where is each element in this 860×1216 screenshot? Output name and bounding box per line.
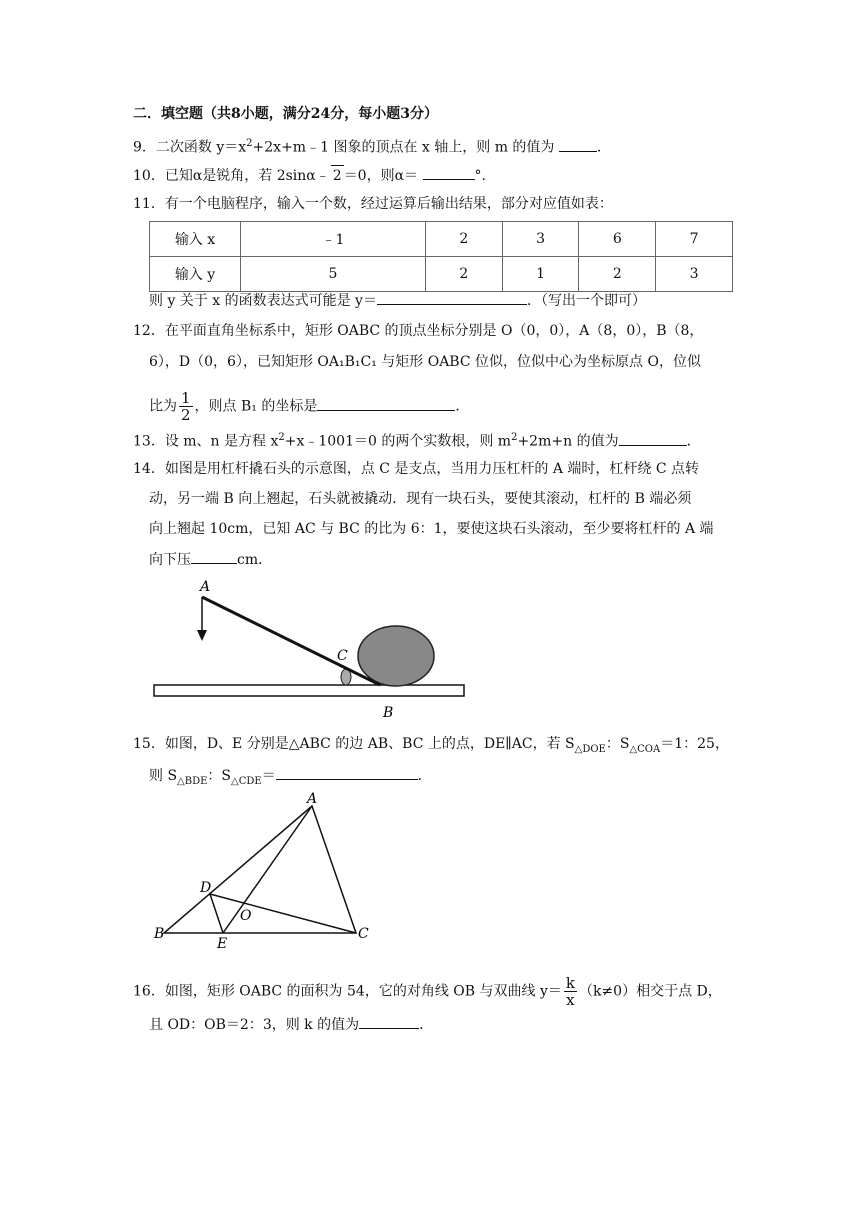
label-a: A [307,791,318,807]
question-14-line3: 向上翘起 10cm，已知 AC 与 BC 的比为 6：1，要使这块石头滚动，至少要将杠杆的 A 端 [149,521,714,537]
label-b: B [383,705,394,721]
label-a: A [200,579,211,595]
label-e: E [217,936,228,952]
answer-blank[interactable] [423,165,475,180]
triangle-figure [150,790,380,955]
answer-blank[interactable] [377,290,527,305]
fraction: $\frac{1}{2}$ [181,389,191,424]
question-15-line1: 15．如图，D、E 分别是△ABC 的边 AB、BC 上的点，DE∥AC，若 $S_{\triangle DOE}$：$S_{\triangle COA}=1$：25， [133,736,729,755]
answer-blank[interactable] [317,396,455,411]
answer-blank[interactable] [559,137,597,152]
question-9: 9．二次函数 $y=x^2+2x+m﹣1$ 图象的顶点在 x 轴上，则 m 的值为 ． [133,138,611,156]
triangle-abc [164,806,356,933]
label-d: D [200,880,212,896]
label-o: O [240,908,252,924]
question-14-line2: 动，另一端 B 向上翘起，石头就被撬动．现有一块石头，要使其滚动，杠杆的 B 端必须 [149,491,692,507]
segment-de [210,894,223,933]
question-14-line1: 14．如图是用杠杆撬石头的示意图，点 C 是支点，当用力压杠杆的 A 端时，杠杆绕 C 点转 [133,461,700,477]
question-10: 10．已知α是锐角，若 2sinα﹣ 2 ＝0，则α＝ °． [133,165,496,186]
segment-dc [210,894,356,933]
question-11: 11．有一个电脑程序，输入一个数，经过运算后输出结果，部分对应值如表： [133,196,613,212]
lever-figure [150,574,470,724]
question-14-line4: 向下压 cm． [149,549,272,570]
label-c: C [358,926,369,942]
label-b: B [154,926,165,942]
answer-blank[interactable] [276,765,418,780]
fraction: $\frac{k}{x}$ [565,974,575,1009]
question-11-answer: 则 y 关于 x 的函数表达式可能是 y＝ ．（写出一个即可） [149,290,646,311]
lever-bar [202,597,380,685]
table-row: 输入 x ﹣1 2 3 6 7 [150,222,733,257]
input-output-table [149,221,733,292]
question-12-line3: 比为 $\frac{1}{2}$ ，则点 B₁ 的坐标是 ． [149,389,470,424]
table-row: 输入 y 5 2 1 2 3 [150,257,733,292]
question-13: 13．设 m、n 是方程 $x^2+x﹣1001=0$ 的两个实数根，则 $m^2+2m+n$ 的值为 ． [133,432,701,450]
question-12-line2: 6），D（0，6），已知矩形 OA₁B₁C₁ 与矩形 OABC 位似，位似中心为坐标原点 O，位似 [149,354,701,370]
question-16-line2: 且 OD：OB＝2：3，则 k 的值为 ． [149,1014,433,1035]
arrow-head-icon [197,630,207,641]
answer-blank[interactable] [359,1014,419,1029]
question-15-line2: 则 $S_{\triangle BDE}$：$S_{\triangle CDE}=$ ． [149,765,432,792]
stone [358,626,434,686]
question-16-line1: 16．如图，矩形 OABC 的面积为 54，它的对角线 OB 与双曲线 y＝ $\frac{k}{x}$ （k≠0）相交于点 D， [133,974,722,1009]
answer-blank[interactable] [191,549,237,564]
question-12-line1: 12．在平面直角坐标系中，矩形 OABC 的顶点坐标分别是 O（0，0），A（8，0），B（8， [133,323,704,339]
label-c: C [337,648,348,664]
answer-blank[interactable] [619,431,687,446]
section-title: 二．填空题（共8小题，满分24分，每小题3分） [133,106,438,122]
ground-platform [154,685,464,696]
segment-ae [223,806,312,933]
